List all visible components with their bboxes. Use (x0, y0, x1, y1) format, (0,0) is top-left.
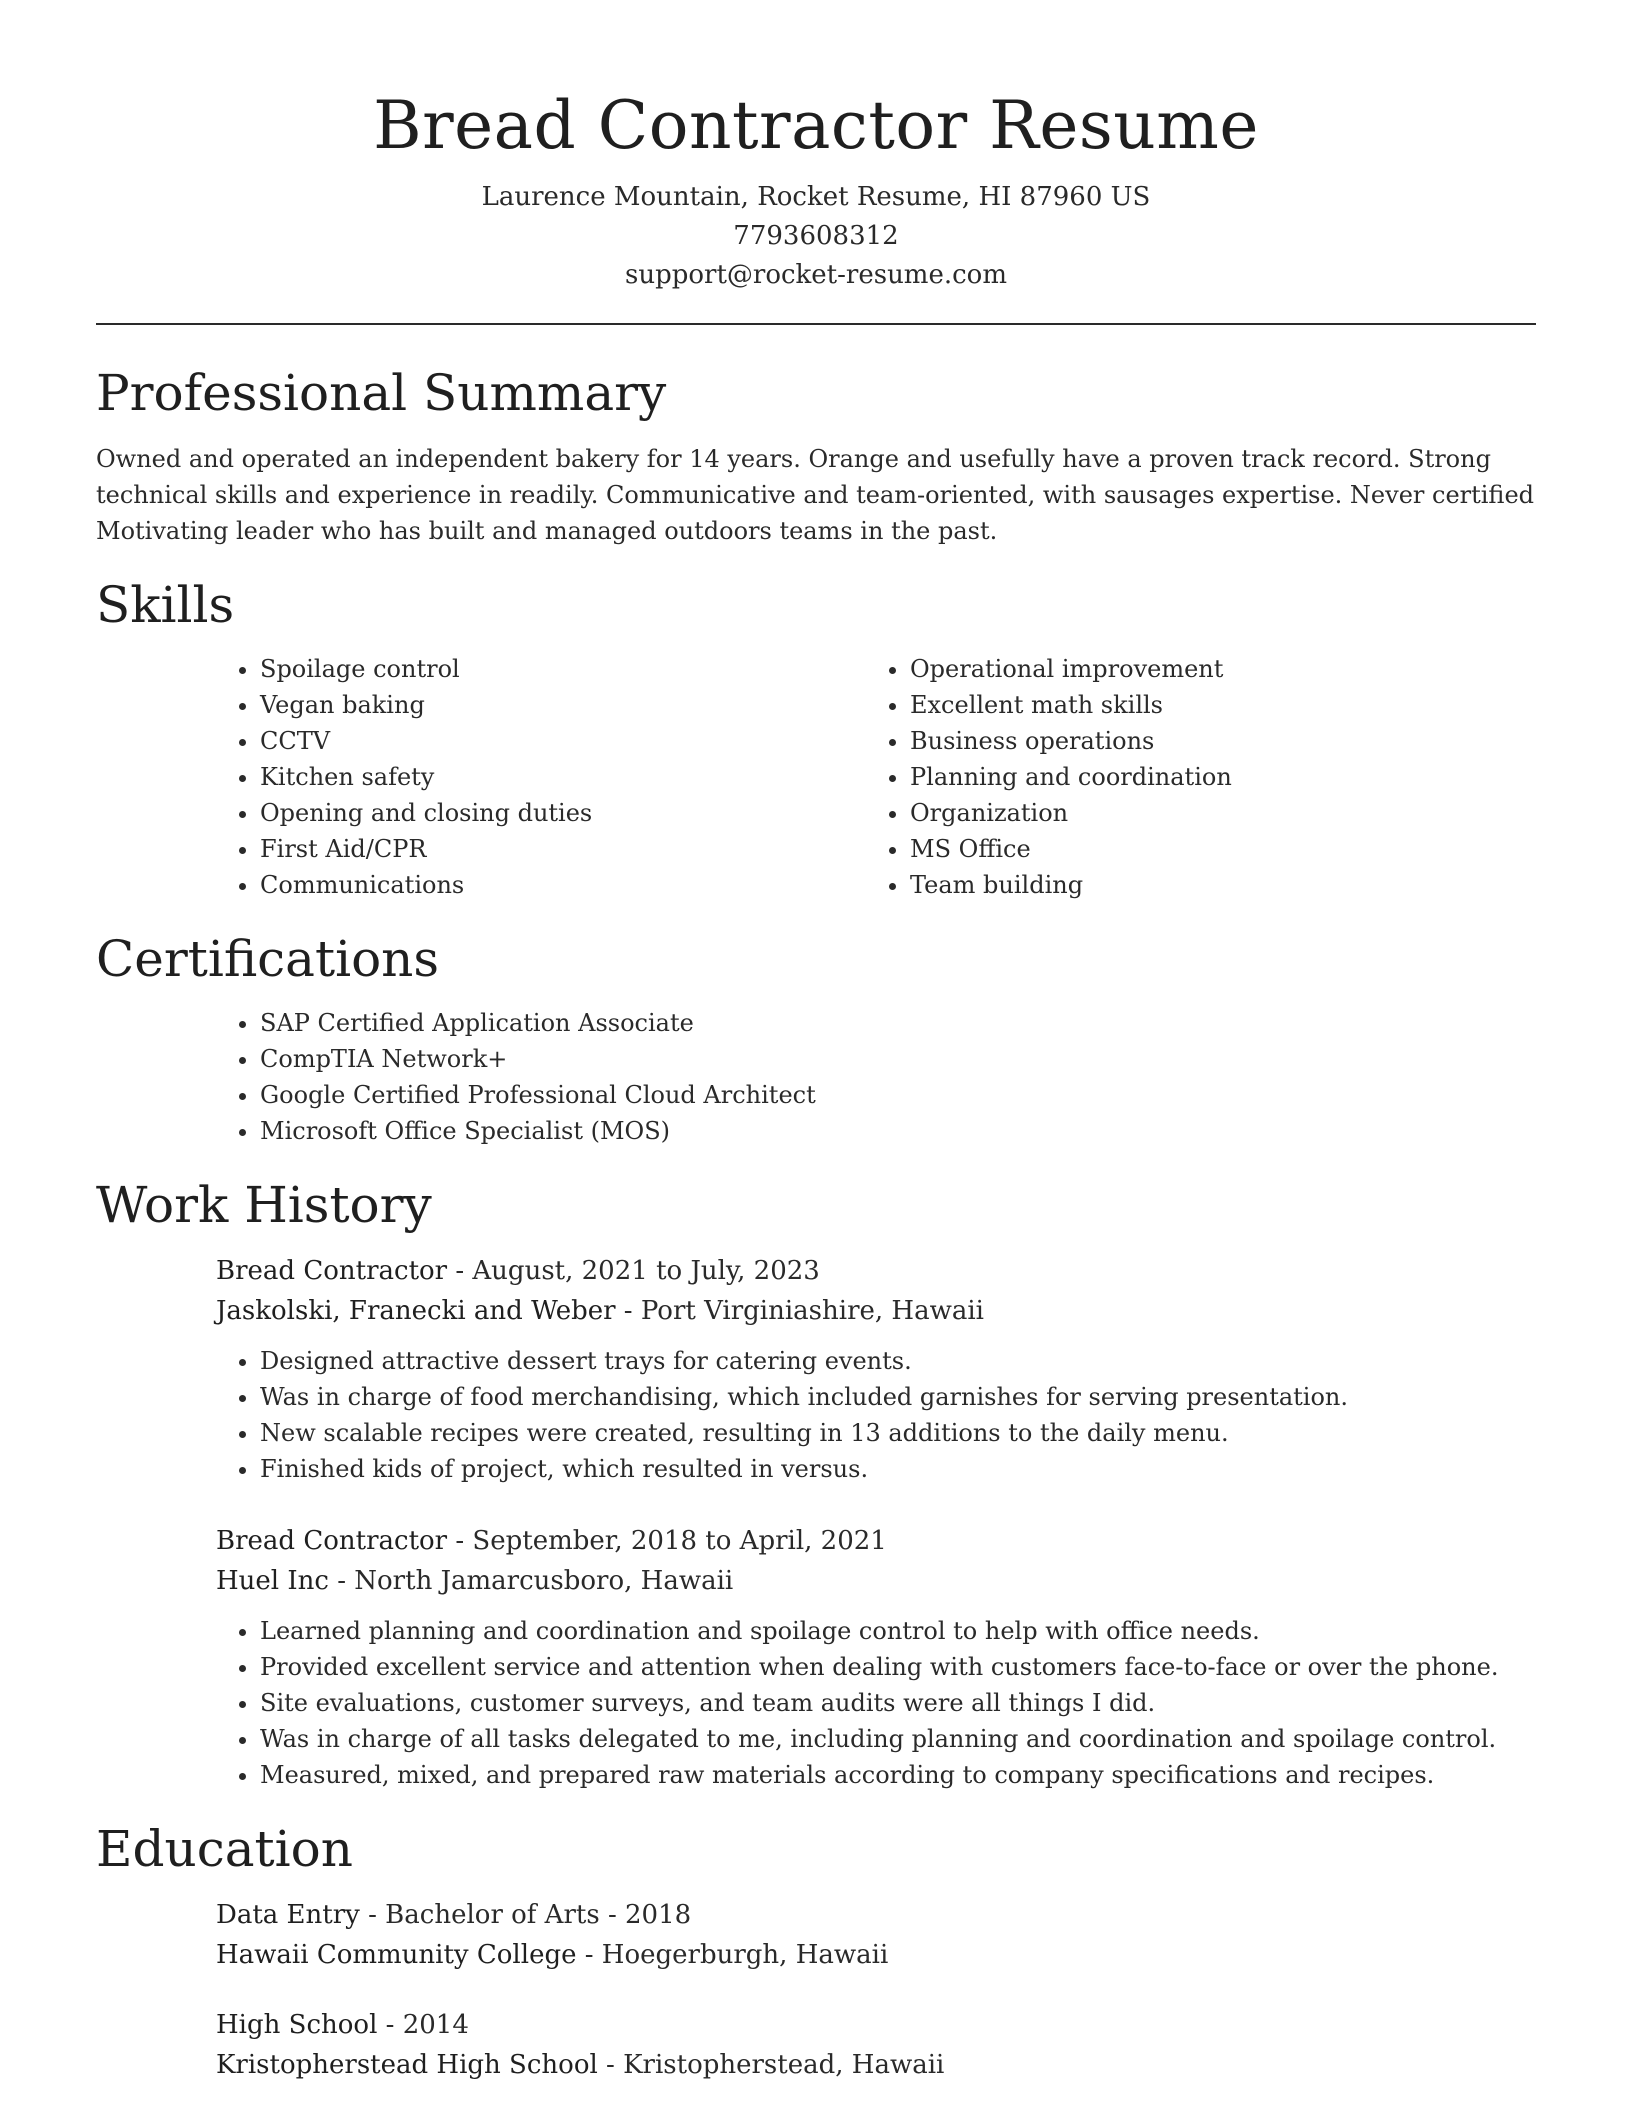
list-item: • CompTIA Network+ (260, 1041, 1536, 1077)
education-entry (216, 2005, 1536, 2085)
list-item: • Designed attractive dessert trays for catering events. (260, 1343, 1536, 1379)
resume-header (96, 0, 1536, 295)
list-item: • SAP Certified Application Associate (260, 1005, 1536, 1041)
job-title-line (216, 1251, 1536, 1291)
education-location: - Hoegerburgh, Hawaii (576, 1940, 889, 1970)
education-school: Kristopherstead High School (216, 2050, 598, 2080)
education-degree-line (216, 2005, 1536, 2045)
list-item: • Spoilage control (260, 651, 866, 687)
list-item: • Learned planning and coordination and spoilage control to help with office needs. (260, 1613, 1536, 1649)
certifications-section (96, 929, 1536, 1149)
job-entry (216, 1251, 1536, 1487)
skills-section (96, 575, 1536, 903)
contact-email: support@rocket-resume.com (624, 260, 1007, 290)
education-location: - Kristopherstead, Hawaii (597, 2050, 945, 2080)
list-item: • Team building (910, 867, 1516, 903)
education-degree-line (216, 1895, 1536, 1935)
list-item: • MS Office (910, 831, 1516, 867)
list-item: • Operational improvement (910, 651, 1516, 687)
education-degree: - Bachelor of Arts (359, 1900, 600, 1930)
job-company: Jaskolski, Franecki and Weber (216, 1296, 616, 1326)
education-field: High School (216, 2010, 378, 2040)
summary-section (96, 363, 1536, 549)
list-item: • Was in charge of all tasks delegated to me, including planning and coordination and spoilage control. (260, 1721, 1536, 1757)
education-heading: Education (96, 1820, 353, 1878)
skills-heading: Skills (96, 576, 235, 634)
list-item: • Communications (260, 867, 866, 903)
job-location: - North Jamarcusboro, Hawaii (328, 1566, 734, 1596)
work-heading: Work History (96, 1176, 432, 1234)
contact-address: Laurence Mountain, Rocket Resume, HI 87960 US (481, 182, 1151, 212)
job-company-line (216, 1291, 1536, 1331)
list-item: • Provided excellent service and attention when dealing with customers face-to-face or over the phone. (260, 1649, 1536, 1685)
list-item: • Organization (910, 795, 1516, 831)
certifications-list (216, 1005, 1536, 1149)
education-school-line (216, 1935, 1536, 1975)
job-dates: - August, 2021 to July, 2023 (447, 1256, 820, 1286)
list-item: • Measured, mixed, and prepared raw materials according to company specifications and recipes. (260, 1757, 1536, 1793)
skills-column-left (216, 651, 866, 903)
list-item: • CCTV (260, 723, 866, 759)
job-location: - Port Virginiashire, Hawaii (615, 1296, 984, 1326)
resume-page (96, 0, 1536, 2085)
education-entry (216, 1895, 1536, 1975)
header-divider (96, 323, 1536, 325)
list-item: • Vegan baking (260, 687, 866, 723)
list-item: • Excellent math skills (910, 687, 1516, 723)
job-title: Bread Contractor (216, 1526, 448, 1556)
education-field: Data Entry (216, 1900, 360, 1930)
job-dates: - September, 2018 to April, 2021 (447, 1526, 887, 1556)
summary-heading: Professional Summary (96, 364, 667, 422)
work-section (96, 1175, 1536, 1793)
job-company-line (216, 1561, 1536, 1601)
list-item: • New scalable recipes were created, resulting in 13 additions to the daily menu. (260, 1415, 1536, 1451)
list-item: • Site evaluations, customer surveys, and team audits were all things I did. (260, 1685, 1536, 1721)
education-year: - 2014 (377, 2010, 469, 2040)
list-item: • Microsoft Office Specialist (MOS) (260, 1113, 1536, 1149)
list-item: • Finished kids of project, which resulted in versus. (260, 1451, 1536, 1487)
list-item: • Was in charge of food merchandising, which included garnishes for serving presentation. (260, 1379, 1536, 1415)
job-company: Huel Inc (216, 1566, 329, 1596)
education-school-line (216, 2045, 1536, 2085)
list-item: • Opening and closing duties (260, 795, 866, 831)
list-item: • Kitchen safety (260, 759, 866, 795)
contact-phone: 7793608312 (733, 221, 899, 251)
summary-text: Owned and operated an independent bakery for 14 years. Orange and usefully have a proven track record. Strong technical skills and experience in readily. Communicative and team-oriented, with sausages expertise. Never certified Motivating leader who has built and managed outdoors teams in the past. (96, 445, 1535, 545)
list-item: • First Aid/CPR (260, 831, 866, 867)
contact-block (96, 178, 1536, 295)
job-entry (216, 1521, 1536, 1793)
list-item: • Business operations (910, 723, 1516, 759)
resume-title: Bread Contractor Resume (373, 87, 1259, 164)
education-section (96, 1819, 1536, 2085)
list-item: • Planning and coordination (910, 759, 1516, 795)
education-school: Hawaii Community College (216, 1940, 577, 1970)
skills-grid (216, 651, 1536, 903)
skills-column-right (866, 651, 1516, 903)
job-title: Bread Contractor (216, 1256, 448, 1286)
job-title-line (216, 1521, 1536, 1561)
education-year: - 2018 (599, 1900, 692, 1930)
list-item: • Google Certified Professional Cloud Architect (260, 1077, 1536, 1113)
certifications-heading: Certifications (96, 930, 440, 988)
